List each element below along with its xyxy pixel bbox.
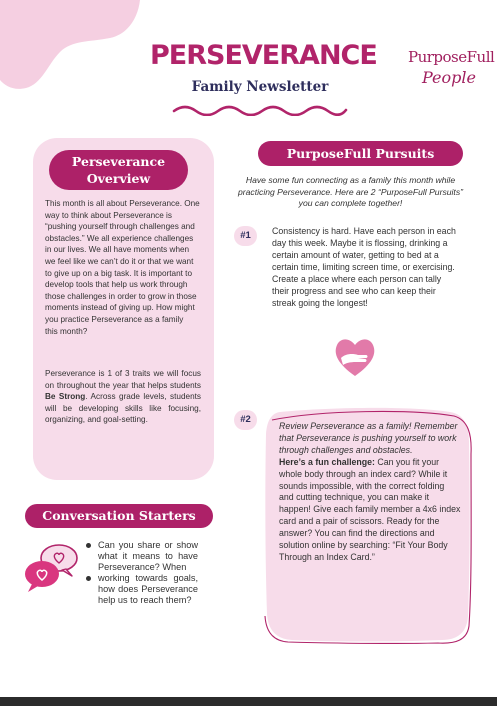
- overview-p2-start: Perseverance is 1 of 3 traits we will focus on throughout the year that helps students: [45, 369, 201, 390]
- pursuits-heading: PurposeFull Pursuits: [258, 141, 463, 166]
- list-item: [86, 573, 198, 606]
- corner-blob: [0, 0, 140, 95]
- be-strong-text: Be Strong: [45, 392, 86, 402]
- conversation-heading: Conversation Starters: [25, 504, 213, 528]
- conversation-list: [86, 540, 198, 606]
- hand-heart-icon: [332, 334, 378, 380]
- purposefull-people-logo: [408, 48, 495, 96]
- logo-line-2: People: [422, 68, 476, 87]
- overview-heading-line1: Perseverance: [71, 154, 166, 169]
- page-title: PERSEVERANCE: [150, 40, 377, 71]
- overview-paragraph-2: [45, 368, 201, 426]
- logo-line-1: PurposeFull: [408, 48, 495, 66]
- fun-challenge-label: Here’s a fun challenge:: [279, 456, 375, 467]
- overview-heading: [49, 150, 188, 190]
- overview-paragraph-1: This month is all about Perseverance. One way to think about Perseverance is “pushing yourself through challenges and obstacles.” We all experience challenges in our lives. We all have moments when we feel like we can’t do it or that we want to give up on a big task. It is important to develop tools that help us work through those challenges in order to grow in those moments instead of giving up. How might you practice Perseverance as a family this month?: [45, 199, 211, 336]
- overview-p2-end: . Across grade levels, students will be developing skills like focusing, organizing, and goal-setting.: [45, 392, 202, 425]
- page-subtitle: Family Newsletter: [191, 79, 329, 95]
- pursuit-2-badge: #2: [234, 410, 257, 430]
- conversation-item-1: Can you share or show what it means to have Perseverance? When: [98, 540, 198, 572]
- pursuit-1-badge: #1: [234, 226, 257, 246]
- pursuit-2-intro: Review Perseverance as a family! Remember that Perseverance is pushing yourself to work through challenges and obstacles.: [279, 421, 458, 455]
- pursuits-intro: Have some fun connecting as a family this month while practicing Perseverance. Here are 2 “PurposeFull Pursuits” you can complete together!: [238, 175, 463, 209]
- pursuit-1-text: Consistency is hard. Have each person in each day this week. Maybe it is flossing, drinking a certain amount of water, getting to bed at a certain time, limiting screen time, or exercising. Create a place where each person can tally their progress and see who can keep their streak going the longest!: [272, 226, 456, 308]
- wave-divider: [172, 102, 348, 116]
- overview-heading-line2: Overview: [86, 171, 151, 186]
- list-item: [86, 540, 198, 573]
- pursuit-2-text: [279, 421, 461, 564]
- conversation-item-2: working towards goals, how does Perseverance help us to reach them?: [98, 573, 198, 605]
- bottom-bar: [0, 697, 497, 706]
- bullet-icon: [86, 576, 91, 581]
- pursuit-2-body: Can you fit your whole body through an index card? While it sounds impossible, with the correct folding and cutting technique, you can make it happen! Give each family member a 4x6 index card and a pair of scissors. Ready for the answer? You can find the directions and solution online by searching: “Fit Your Body Through an Index Card.”: [279, 456, 461, 562]
- speech-bubbles-heart-icon: [22, 540, 82, 595]
- bullet-icon: [86, 543, 91, 548]
